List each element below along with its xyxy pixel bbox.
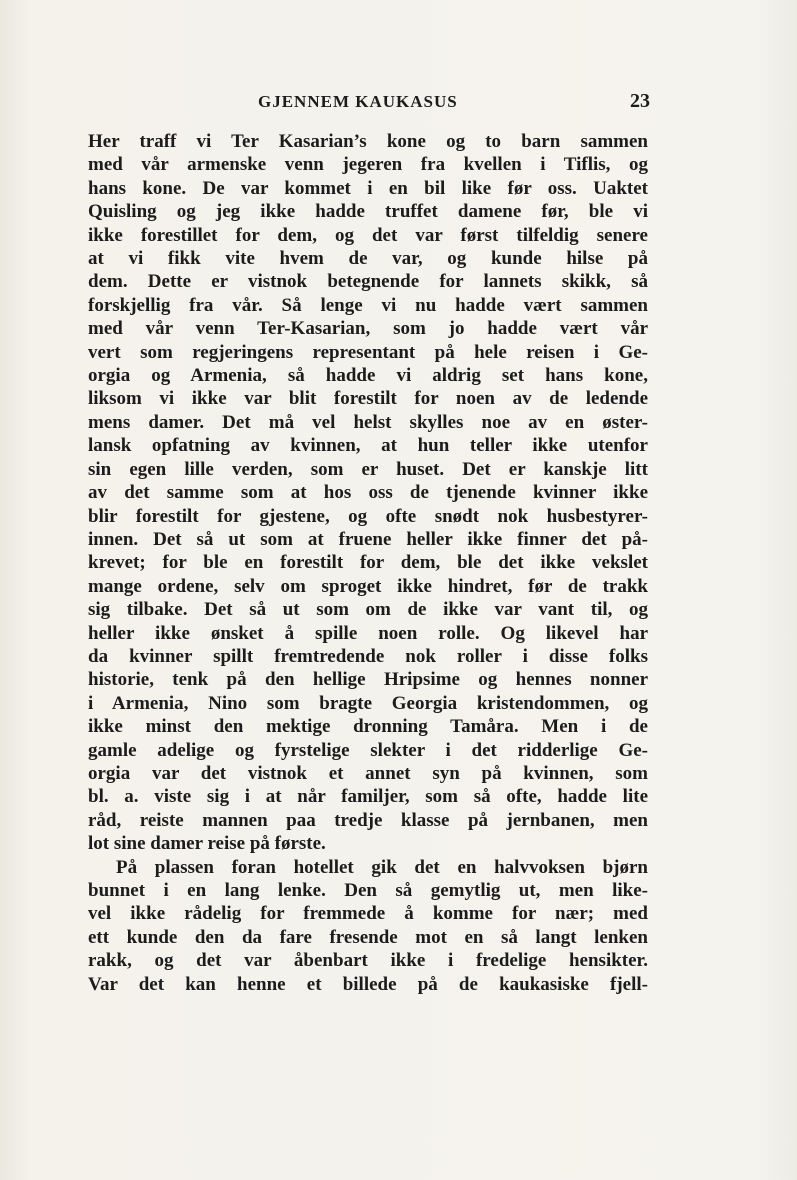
text-line: i Armenia, Nino som bragte Georgia kristendommen, og bbox=[88, 692, 648, 714]
text-line: rakk, og det var åbenbart ikke i fredelige hensikter. bbox=[88, 950, 648, 972]
text-line: forskjellig fra vår. Så lenge vi nu hadde vært sammen bbox=[88, 294, 648, 316]
text-line: innen. Det så ut som at fruene heller ikke finner det på- bbox=[88, 528, 648, 550]
text-line: På plassen foran hotellet gik det en halvvoksen bjørn bbox=[116, 856, 648, 878]
text-line: liksom vi ikke var blit forestilt for noen av de ledende bbox=[88, 388, 648, 410]
text-line: Quisling og jeg ikke hadde truffet damene før, ble vi bbox=[88, 201, 648, 223]
text-line: orgia og Armenia, så hadde vi aldrig set hans kone, bbox=[88, 365, 648, 387]
page-number: 23 bbox=[630, 90, 650, 112]
text-line: med vår armenske venn jegeren fra kvellen i Tiflis, og bbox=[88, 154, 648, 176]
text-line: lansk opfatning av kvinnen, at hun teller ikke utenfor bbox=[88, 435, 648, 457]
text-line: råd, reiste mannen paa tredje klasse på jernbanen, men bbox=[88, 809, 648, 831]
body-text bbox=[88, 130, 648, 996]
text-line: av det samme som at hos oss de tjenende kvinner ikke bbox=[88, 482, 648, 504]
text-line: ikke minst den mektige dronning Tamåra. Men i de bbox=[88, 716, 648, 738]
text-line: dem. Dette er vistnok betegnende for lannets skikk, så bbox=[88, 271, 648, 293]
text-line: lot sine damer reise på første. bbox=[88, 833, 326, 855]
text-line: vert som regjeringens representant på hele reisen i Ge- bbox=[88, 341, 648, 363]
text-line: blir forestilt for gjestene, og ofte snødt nok husbestyrer- bbox=[88, 505, 648, 527]
running-title: GJENNEM KAUKASUS bbox=[258, 92, 458, 111]
text-line: Her traff vi Ter Kasarian’s kone og to barn sammen bbox=[88, 131, 648, 152]
text-line: bunnet i en lang lenke. Den så gemytlig ut, men like- bbox=[88, 880, 648, 901]
text-line: orgia var det vistnok et annet syn på kvinnen, som bbox=[88, 762, 648, 784]
text-line: ett kunde den da fare fresende mot en så langt lenken bbox=[88, 926, 648, 948]
text-line: mens damer. Det må vel helst skylles noe av en øster- bbox=[88, 411, 648, 433]
text-line: sig tilbake. Det så ut som om de ikke var vant til, og bbox=[88, 599, 648, 621]
text-line: at vi fikk vite hvem de var, og kunde hilse på bbox=[88, 248, 648, 270]
text-line: heller ikke ønsket å spille noen rolle. Og likevel har bbox=[88, 622, 648, 644]
text-line: sin egen lille verden, som er huset. Det er kanskje litt bbox=[88, 458, 648, 480]
text-line: med vår venn Ter-Kasarian, som jo hadde vært vår bbox=[88, 318, 648, 340]
text-line: hans kone. De var kommet i en bil like før oss. Uaktet bbox=[88, 177, 648, 199]
text-line: vel ikke rådelig for fremmede å komme for nær; med bbox=[88, 903, 648, 925]
text-line: Var det kan henne et billede på de kaukasiske fjell- bbox=[88, 973, 648, 995]
text-line: ikke forestillet for dem, og det var først tilfeldig senere bbox=[88, 224, 648, 246]
text-line: da kvinner spillt fremtredende nok roller i disse folks bbox=[88, 645, 648, 667]
text-line: bl. a. viste sig i at når familjer, som så ofte, hadde lite bbox=[88, 786, 648, 808]
text-line: gamle adelige og fyrstelige slekter i det ridderlige Ge- bbox=[88, 739, 648, 761]
text-line: krevet; for ble en forestilt for dem, ble det ikke vekslet bbox=[88, 552, 648, 574]
page-header bbox=[88, 92, 650, 118]
text-line: mange ordene, selv om sproget ikke hindret, før de trakk bbox=[88, 575, 648, 597]
text-line: historie, tenk på den hellige Hripsime og hennes nonner bbox=[88, 669, 648, 691]
